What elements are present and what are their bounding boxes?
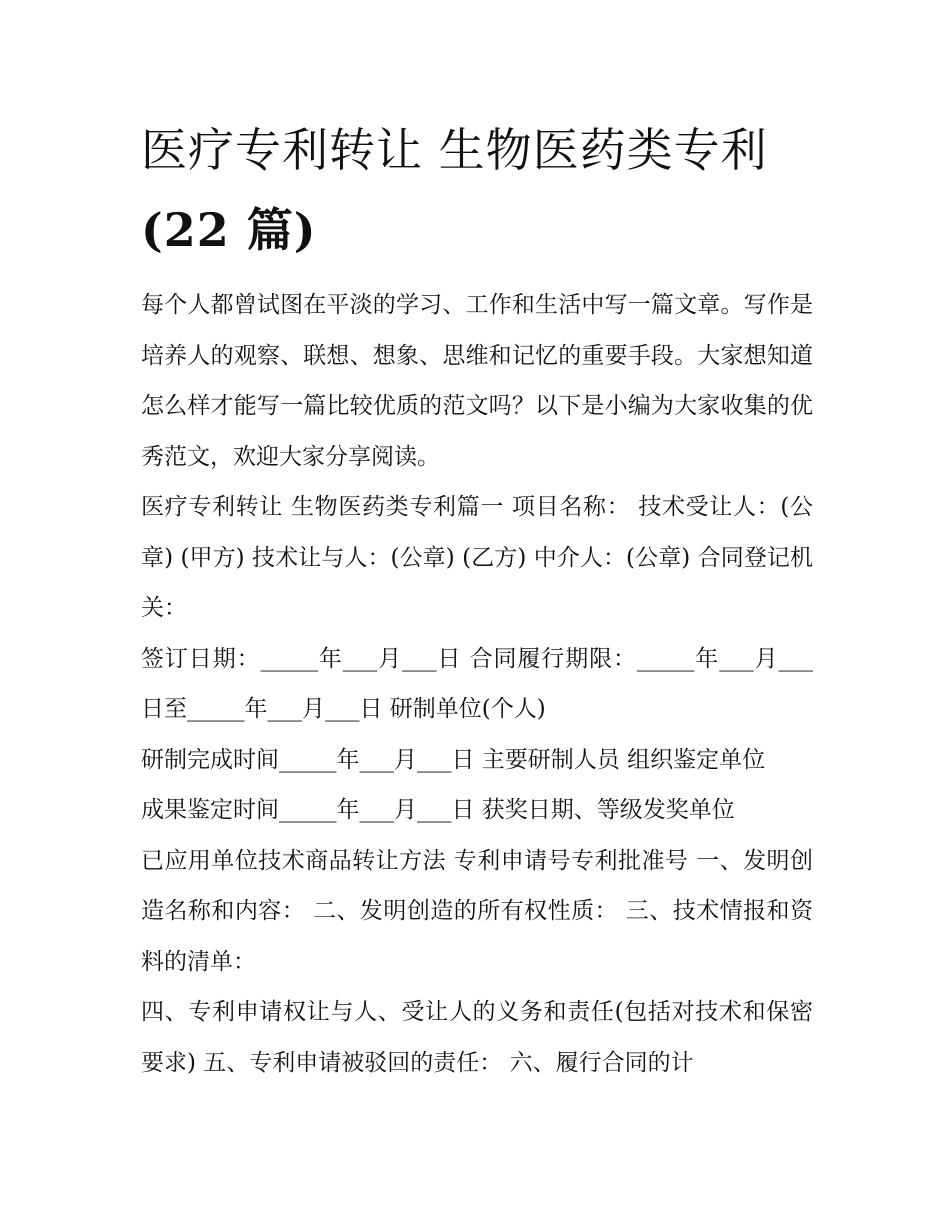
document-page [141, 110, 813, 1088]
document-title [141, 110, 813, 270]
intro-paragraph: 每个人都曾试图在平淡的学习、工作和生活中写一篇文章。写作是培养人的观察、联想、想象、思维和记忆的重要手段。大家想知道怎么样才能写一篇比较优质的范文吗？以下是小编为大家收集的优秀范文，欢迎大家分享阅读。 [141, 292, 813, 470]
application-unit-paragraph: 已应用单位技术商品转让方法 专利申请号专利批准号 一、发明创造名称和内容： 二、发明创造的所有权性质： 三、技术情报和资料的清单： [141, 847, 813, 975]
completion-time-paragraph: 研制完成时间_____年___月___日 主要研制人员 组织鉴定单位 [141, 746, 766, 773]
title-main: 医疗专利转让 生物医药类专利 [141, 123, 768, 177]
signing-date-paragraph: 签订日期：_____年___月___日 合同履行期限：_____年___月___日至_____年___月___日 研制单位(个人) [141, 645, 813, 722]
contract-parties-paragraph: 医疗专利转让 生物医药类专利篇一 项目名称： 技术受让人：(公章) (甲方) 技术让与人：(公章) (乙方) 中介人：(公章) 合同登记机关： [141, 494, 814, 621]
title-count: (22 篇) [141, 203, 317, 257]
obligations-paragraph: 四、专利申请权让与人、受让人的义务和责任(包括对技术和保密要求) 五、专利申请被驳回的责任： 六、履行合同的计 [141, 999, 813, 1076]
appraisal-time-paragraph: 成果鉴定时间_____年___月___日 获奖日期、等级发奖单位 [141, 797, 735, 823]
